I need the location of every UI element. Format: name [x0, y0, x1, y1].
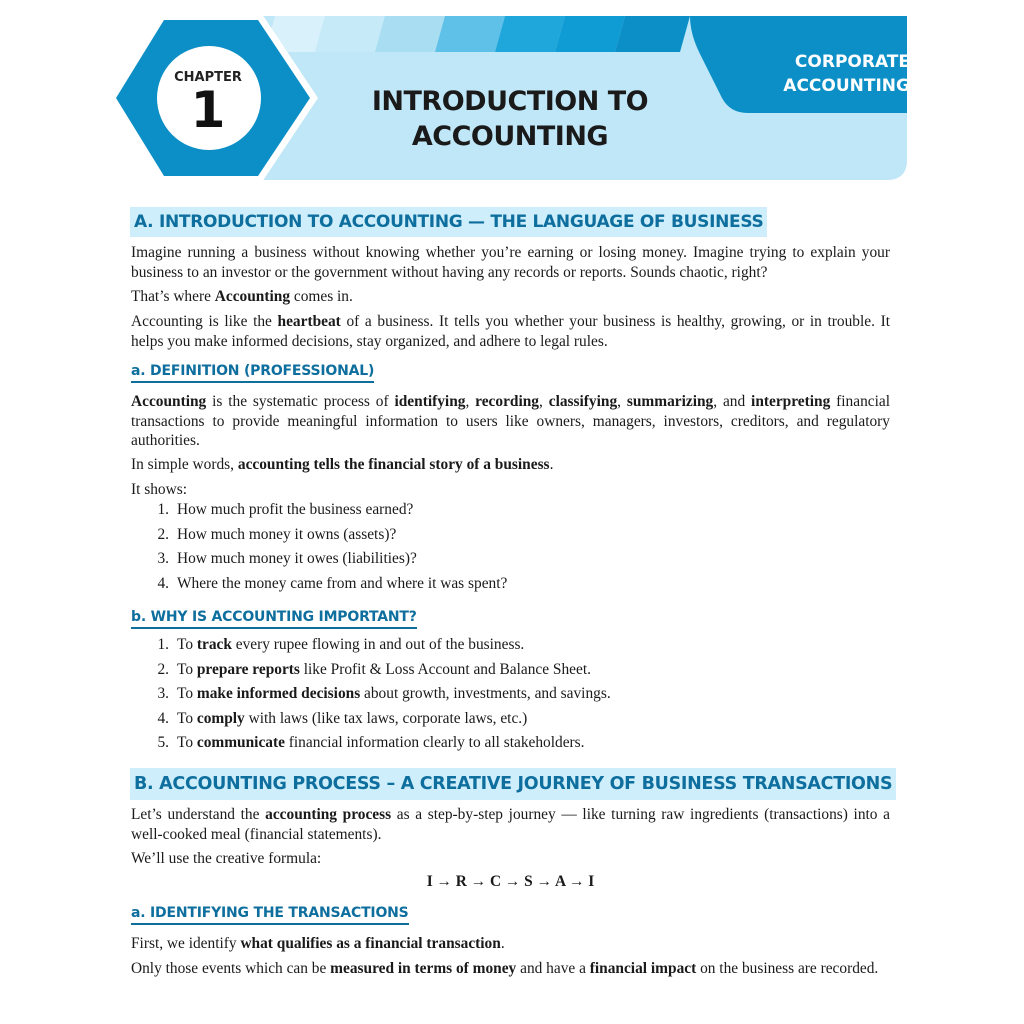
tag-line-2: ACCOUNTING	[783, 76, 910, 96]
definition-paragraph: Accounting is the systematic process of identifying, recording, classifying, summarizing, and interpreting financial transactions to provide meaningful information to users like owners, managers, investors, creditors, and regulatory authorities.	[131, 393, 890, 449]
list-item: 4. Where the money came from and where it was spent?	[157, 574, 508, 592]
identify-paragraph: First, we identify what qualifies as a financial transaction.	[131, 935, 505, 952]
importance-heading: b. WHY IS ACCOUNTING IMPORTANT?	[131, 607, 417, 629]
definition-heading: a. DEFINITION (PROFESSIONAL)	[131, 361, 374, 383]
where-paragraph: That’s where Accounting comes in.	[131, 288, 353, 305]
process-intro-paragraph: Let’s understand the accounting process as a step-by-step journey — like turning raw ingredients (transactions) into a well-cooked meal (financial statements).	[131, 806, 891, 843]
list-item: 1. To track every rupee flowing in and out of the business.	[157, 636, 525, 653]
stripe-accents	[265, 16, 690, 52]
list-item: 2. How much money it owns (assets)?	[157, 525, 397, 543]
list-item: 4. To comply with laws (like tax laws, corporate laws, etc.)	[157, 709, 528, 727]
list-item: 5. To communicate financial information clearly to all stakeholders.	[157, 734, 585, 751]
subject-tag	[720, 50, 910, 98]
identifying-heading: a. IDENTIFYING THE TRANSACTIONS	[131, 903, 409, 925]
formula-intro-text: We’ll use the creative formula:	[131, 850, 322, 867]
list-item: 3. To make informed decisions about growth, investments, and savings.	[157, 685, 611, 702]
title-line-2: ACCOUNTING	[411, 121, 609, 152]
process-formula: I → R → C → S → A → I	[426, 873, 595, 890]
intro-paragraph: Imagine running a business without knowing whether you’re earning or losing money. Imagine trying to explain your business to an investor or the government without having any records or reports. Sounds chaotic, right?	[131, 244, 890, 281]
measured-paragraph: Only those events which can be measured in terms of money and have a financial impact on the business are recorded.	[131, 960, 879, 977]
list-item: 1. How much profit the business earned?	[157, 501, 414, 518]
chapter-label: CHAPTER	[174, 70, 242, 85]
heartbeat-paragraph: Accounting is like the heartbeat of a business. It tells you whether your business is healthy, growing, or in trouble. It helps you make informed decisions, stay organized, and adhere to legal rules.	[131, 313, 891, 350]
importance-list	[131, 633, 871, 756]
section-b-heading: B. ACCOUNTING PROCESS – A CREATIVE JOURNEY OF BUSINESS TRANSACTIONS	[130, 768, 896, 800]
tag-line-1: CORPORATE	[794, 52, 910, 72]
it-shows-text: It shows:	[131, 481, 188, 498]
list-item: 3. How much money it owes (liabilities)?	[157, 550, 417, 567]
section-a-heading: A. INTRODUCTION TO ACCOUNTING — THE LANGUAGE OF BUSINESS	[130, 207, 767, 237]
simple-words-paragraph: In simple words, accounting tells the financial story of a business.	[131, 456, 554, 473]
title-line-1: INTRODUCTION TO	[371, 86, 649, 117]
chapter-number: 1	[190, 81, 226, 139]
shows-list	[131, 498, 871, 596]
page-title	[300, 84, 720, 154]
list-item: 2. To prepare reports like Profit & Loss Account and Balance Sheet.	[157, 660, 591, 678]
chapter-header	[0, 0, 1024, 200]
